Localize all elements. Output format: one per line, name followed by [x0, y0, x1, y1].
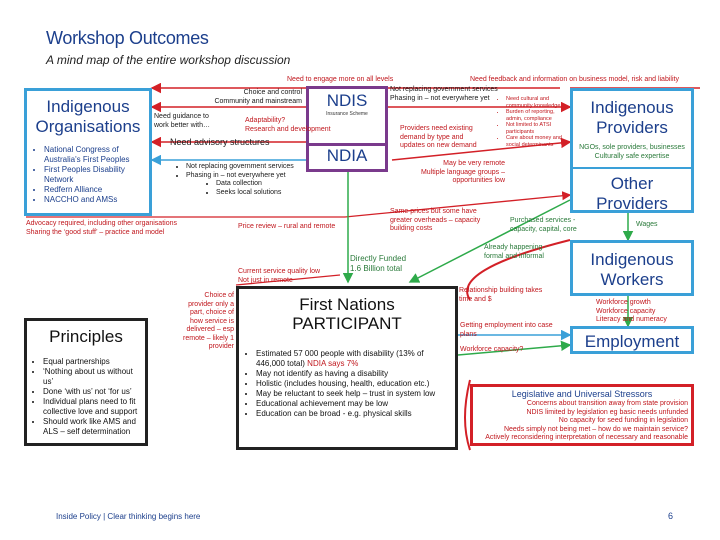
page-title: Workshop Outcomes — [46, 28, 209, 48]
workforce-note: Workforce growth Workforce capacity Literacy and numeracy — [596, 299, 667, 323]
choice-control-note: Choice and control Community and mainstream — [214, 89, 302, 105]
list-item: • Equal partnerships — [43, 357, 141, 367]
feedback-note: Need feedback and information on business model, risk and liability — [470, 76, 679, 83]
page-number: 6 — [668, 511, 674, 521]
engage-note: Need to engage more on all levels — [287, 76, 394, 83]
not-replacing-note: Not replacing government services Phasing in – not everywhere yet — [390, 86, 498, 102]
footer-text: Inside Policy | Clear thinking begins here — [56, 512, 201, 521]
participant-list — [244, 349, 450, 419]
employment-box — [570, 326, 694, 354]
employment-title: Employment — [584, 332, 680, 351]
list-item: • Individual plans need to fit collective love and support — [43, 397, 141, 417]
directly-funded-note: Directly Funded 1.6 Billion total — [350, 254, 407, 273]
ndia-list: • Not replacing government services • Phasing in – not everywhere yet • Data collection • Seeks local solutions — [176, 163, 294, 197]
relationship-note: Relationship building takes time and $ — [459, 287, 543, 303]
indigenous-providers-box — [570, 88, 694, 213]
list-item: • Done ‘with us’ not ‘for us’ — [43, 387, 141, 397]
list-item: • First Peoples Disability Network — [44, 165, 144, 185]
list-item: • Education can be broad - e.g. physical skills — [256, 409, 450, 419]
already-note: Already happening - formal and informal — [484, 244, 547, 260]
other-providers-title: Other Providers — [596, 174, 668, 213]
advisory-note: Need advisory structures — [170, 137, 270, 147]
participant-title: First Nations PARTICIPANT — [292, 295, 402, 333]
stressors-line: Concerns about transition away from state provision — [526, 400, 688, 407]
list-item: • National Congress of Australia's First Peoples — [44, 145, 144, 165]
list-item: • May be reluctant to seek help – trust in system low — [256, 389, 450, 399]
indigenous-organisations-title: Indigenous Organisations — [35, 97, 141, 136]
indigenous-providers-title: Indigenous Providers — [590, 98, 674, 137]
list-item: • NACCHO and AMSs — [44, 195, 144, 205]
workforce-capacity-note: Workforce capacity? — [460, 346, 524, 353]
guidance-note: Need guidance to work better with… — [154, 113, 211, 129]
indigenous-organisations-box — [24, 88, 152, 216]
current-quality-note: Current service quality low Not just in remote — [238, 268, 321, 284]
indigenous-organisations-list — [32, 145, 144, 205]
list-item: • Educational achievement may be low — [256, 399, 450, 409]
list-item: • Should work like AMS and ALS – self determination — [43, 417, 141, 437]
choice-provider-note: Choice of provider only a part, choice of how service is delivered – esp remote – likely 1 provider — [183, 292, 234, 350]
providers-divider — [573, 167, 691, 169]
stressors-line: Needs simply not being met – how do we maintain service? — [503, 425, 688, 433]
indigenous-workers-box — [570, 240, 694, 296]
stressors-line: No capacity for seed funding in legislation — [558, 417, 688, 424]
page-subtitle: A mind map of the entire workshop discussion — [46, 53, 291, 67]
wages-note: Wages — [636, 221, 658, 228]
price-review-note: Price review – rural and remote — [238, 223, 336, 230]
ngos-note: NGOs, sole providers, businesses Culturally safe expertise — [579, 144, 685, 160]
stressors-line: NDIS limited by legislation eg basic needs unfunded — [526, 408, 688, 416]
participant-box — [236, 286, 458, 450]
advocacy-note: Advocacy required, including other organisations Sharing the ‘good stuff’ – practice and model — [26, 220, 177, 236]
purchased-note: Purchased services - capacity, capital, core — [510, 217, 577, 233]
getting-employment-note: Getting employment into case plans — [460, 322, 553, 338]
provider-bullets: • Need cultural and community knowledge • Burden of reporting, admin, compliance • Not limited to ATSI participants • Care about money and social determinants — [498, 96, 572, 148]
stressors-box — [470, 384, 694, 446]
list-item: • Redfern Alliance — [44, 185, 144, 195]
remote-note: May be very remote Multiple language groups – opportunities low — [420, 160, 505, 184]
ndis-subtitle: Insurance Scheme — [326, 111, 368, 117]
principles-box — [24, 318, 148, 446]
ndis-title: NDIS — [326, 91, 368, 110]
providers-need-note: Providers need existing demand by type and updates on new demand — [400, 125, 477, 149]
ndis-ndia-divider — [306, 143, 388, 146]
list-item: • Holistic (includes housing, health, education etc.) — [256, 379, 450, 389]
stressors-title: Legislative and Universal Stressors — [511, 389, 653, 399]
list-item: • Estimated 57 000 people with disability (13% of 446,000 total) NDIA says 7% — [256, 349, 450, 369]
principles-list — [31, 357, 141, 437]
ndia-title: NDIA — [326, 146, 368, 165]
same-prices-note: Same prices but some have greater overheads – capacity building costs — [390, 208, 481, 232]
list-item: • May not identify as having a disability — [256, 369, 450, 379]
indigenous-workers-title: Indigenous Workers — [590, 250, 674, 289]
stressors-line: Actively reconsidering interpretation of necessary and reasonable — [485, 434, 688, 441]
principles-title: Principles — [49, 327, 123, 346]
list-item: • ‘Nothing about us without us’ — [43, 367, 141, 387]
adaptability-note: Adaptability? Research and development — [245, 117, 331, 133]
